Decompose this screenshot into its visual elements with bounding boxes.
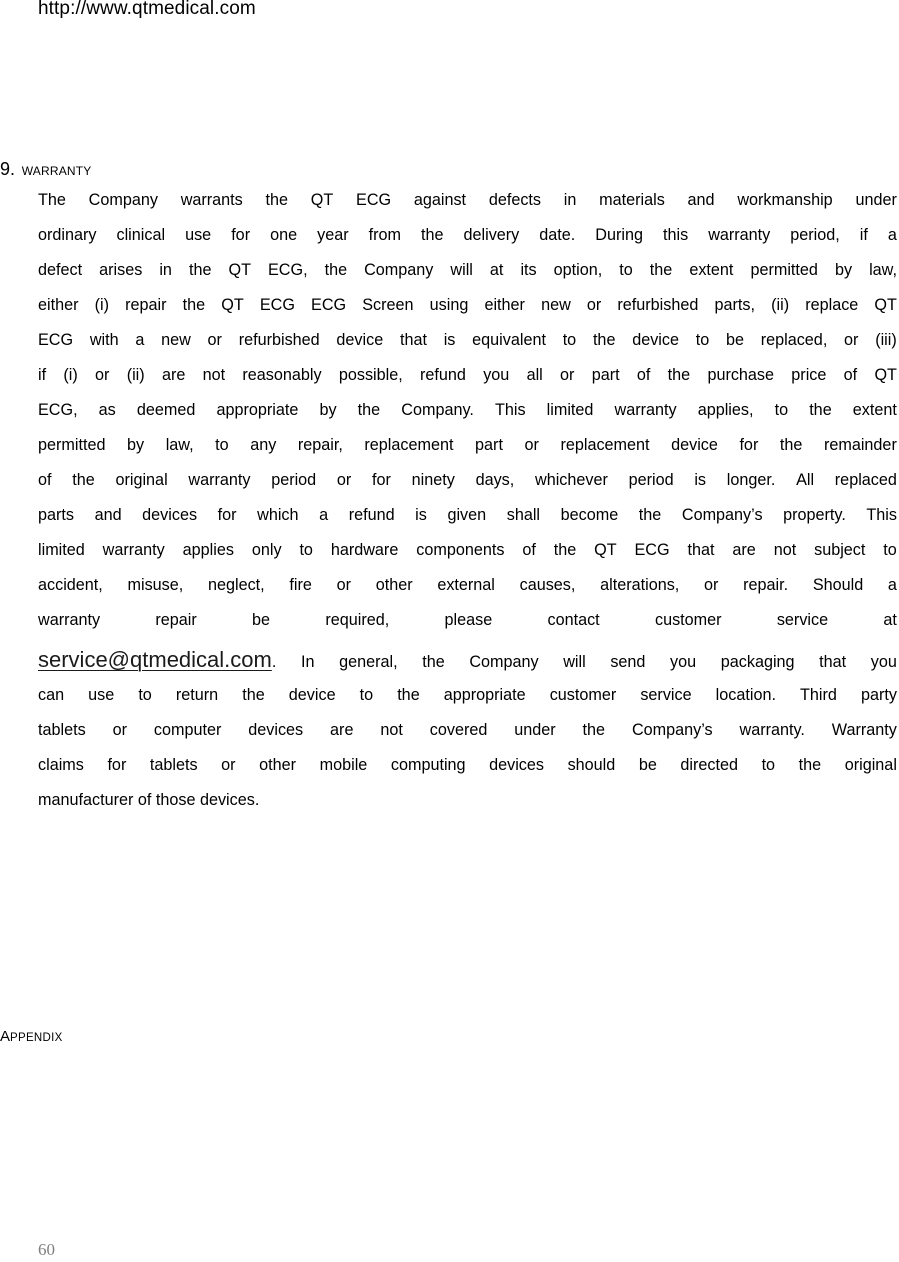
word: warranty — [614, 401, 677, 419]
word: either — [484, 296, 525, 314]
word: causes, — [519, 576, 576, 594]
word: original — [844, 756, 897, 774]
word: should — [567, 756, 616, 774]
appendix-heading-rest: PPENDIX — [10, 1032, 63, 1044]
word: packaging — [720, 653, 795, 671]
lines-line — [38, 610, 897, 630]
word: the — [809, 401, 832, 419]
word: possible, — [338, 366, 403, 384]
word: part — [591, 366, 620, 384]
word: refund — [348, 506, 395, 524]
word: or — [560, 366, 575, 384]
word: the — [72, 471, 95, 489]
email-with-period — [38, 645, 276, 677]
word: use — [185, 226, 212, 244]
word: return — [175, 686, 219, 704]
word: warranty — [38, 611, 101, 629]
word: the — [779, 436, 803, 454]
word: to — [359, 686, 374, 704]
word: given — [447, 506, 487, 524]
word: reasonably — [242, 366, 322, 384]
word: are — [330, 721, 354, 739]
word: or — [336, 471, 352, 489]
word: to — [774, 401, 789, 419]
word: use — [88, 686, 115, 704]
word: Company — [88, 191, 158, 209]
word: or — [112, 721, 127, 739]
word: date. — [539, 226, 576, 244]
word: warranty. — [739, 721, 805, 739]
word: for — [107, 756, 127, 774]
word: the — [242, 686, 265, 704]
lines-line — [38, 365, 897, 385]
word: the — [324, 261, 348, 279]
word: replacement — [364, 436, 454, 454]
word: ECG — [356, 191, 392, 209]
word: one — [270, 226, 298, 244]
word: customer — [549, 686, 617, 704]
lines-line — [38, 225, 897, 245]
word: send — [610, 653, 646, 671]
word: either — [38, 296, 79, 314]
word: or — [844, 331, 859, 349]
lines_after-line — [38, 755, 897, 775]
word: by — [127, 436, 145, 454]
appendix-heading-initial: A — [0, 1028, 11, 1045]
word: the — [667, 366, 691, 384]
word: ECG — [634, 541, 670, 559]
warranty-lines-after — [38, 685, 897, 775]
word: that — [399, 331, 427, 349]
word: refund — [420, 366, 466, 384]
word: alterations, — [600, 576, 680, 594]
word: customer — [654, 611, 722, 629]
word: to — [695, 331, 710, 349]
word: (i) — [63, 366, 78, 384]
word: tablets — [149, 756, 198, 774]
word: be — [638, 756, 657, 774]
word: Warranty — [831, 721, 897, 739]
word: The — [38, 191, 66, 209]
word: defects — [488, 191, 542, 209]
word: Company — [469, 653, 539, 671]
word: become — [560, 506, 619, 524]
word: device — [288, 686, 336, 704]
word: required, — [325, 611, 390, 629]
word: repair, — [297, 436, 343, 454]
page-number: 60 — [38, 1240, 55, 1259]
word: . — [271, 653, 277, 671]
word: QT — [228, 261, 251, 279]
word: computing — [390, 756, 466, 774]
word: of — [522, 541, 536, 559]
word: warranty — [102, 541, 165, 559]
word: Third — [800, 686, 837, 704]
word: clinical — [116, 226, 166, 244]
word: or — [336, 576, 351, 594]
word: replaced — [834, 471, 897, 489]
word: period — [628, 471, 674, 489]
word: are — [161, 366, 186, 384]
word: applies, — [697, 401, 754, 419]
word: that — [687, 541, 715, 559]
word: the — [397, 686, 420, 704]
word: defect — [38, 261, 83, 279]
section-number: 9. — [0, 159, 16, 179]
word: new — [161, 331, 191, 349]
word: limited — [546, 401, 594, 419]
word: be — [725, 331, 744, 349]
word: (i) — [94, 296, 109, 314]
word: all — [526, 366, 543, 384]
word: QT — [874, 366, 897, 384]
word: shall — [506, 506, 541, 524]
word: During — [595, 226, 643, 244]
section-heading — [0, 156, 92, 183]
word: misuse, — [127, 576, 184, 594]
word: service — [640, 686, 692, 704]
word: ordinary — [38, 226, 97, 244]
word: or — [524, 436, 539, 454]
word: a — [887, 576, 897, 594]
word: repair — [125, 296, 167, 314]
appendix-heading — [0, 1024, 63, 1048]
word: the — [638, 506, 662, 524]
word: to — [619, 261, 633, 279]
url-link[interactable]: http://www.qtmedical.com — [38, 0, 256, 19]
word: is — [443, 331, 456, 349]
word: deemed — [136, 401, 196, 419]
word: fire — [289, 576, 312, 594]
word: or — [221, 756, 236, 774]
word: device — [632, 331, 679, 349]
word: ECG — [38, 331, 74, 349]
word: original — [115, 471, 168, 489]
word: other — [375, 576, 413, 594]
lines-line — [38, 540, 897, 560]
word: ECG — [311, 296, 347, 314]
word: directed — [680, 756, 738, 774]
word: subject — [814, 541, 866, 559]
word: hardware — [330, 541, 399, 559]
word: to — [138, 686, 152, 704]
word: period — [271, 471, 317, 489]
word: if — [38, 366, 47, 384]
word: Company — [364, 261, 434, 279]
word: will — [563, 653, 586, 671]
word: the — [422, 653, 445, 671]
word: for — [739, 436, 759, 454]
word: of — [843, 366, 858, 384]
word: are — [732, 541, 756, 559]
word: the — [265, 191, 289, 209]
word: against — [413, 191, 467, 209]
word: will — [450, 261, 473, 279]
word: is — [415, 506, 427, 524]
word: to — [299, 541, 313, 559]
word: service — [776, 611, 829, 629]
word: QT — [310, 191, 334, 209]
word: the — [592, 331, 616, 349]
word: devices — [489, 756, 544, 774]
word: location. — [715, 686, 776, 704]
word: QT — [221, 296, 244, 314]
word: of — [38, 471, 52, 489]
word: QT — [874, 296, 897, 314]
word: by — [319, 401, 337, 419]
lines-line — [38, 400, 897, 420]
warranty-lines-before — [38, 190, 897, 630]
word: whichever — [535, 471, 608, 489]
word: ECG, — [38, 401, 78, 419]
lines-line — [38, 190, 897, 210]
lines-line — [38, 435, 897, 455]
warranty-last-line-text: manufacturer of those devices. — [38, 791, 260, 809]
word: appropriate — [216, 401, 299, 419]
word: tablets — [38, 721, 86, 739]
word: law, — [165, 436, 194, 454]
word: if — [859, 226, 868, 244]
word: In — [300, 653, 315, 671]
word: ECG, — [267, 261, 308, 279]
word: of — [636, 366, 651, 384]
word: or — [95, 366, 110, 384]
word: that — [819, 653, 847, 671]
word: the — [553, 541, 577, 559]
word: for — [217, 506, 237, 524]
word: materials — [599, 191, 665, 209]
word: neglect, — [207, 576, 265, 594]
word: law, — [869, 261, 897, 279]
word: replaced, — [760, 331, 828, 349]
word: option, — [553, 261, 603, 279]
lines_after-line — [38, 720, 897, 740]
word: to — [883, 541, 897, 559]
word: ninety — [411, 471, 455, 489]
word: Company. — [401, 401, 474, 419]
word: its — [520, 261, 537, 279]
word: a — [887, 226, 897, 244]
word: under — [855, 191, 897, 209]
word: only — [251, 541, 282, 559]
lines-line — [38, 330, 897, 350]
word: components — [416, 541, 505, 559]
word: equivalent — [472, 331, 546, 349]
word: at — [883, 611, 897, 629]
word: the — [188, 261, 212, 279]
word: year — [317, 226, 349, 244]
word: the — [582, 721, 606, 739]
word: for — [231, 226, 251, 244]
word: the — [649, 261, 673, 279]
word: Company’s — [631, 721, 713, 739]
word: permitted — [750, 261, 818, 279]
word: not — [380, 721, 403, 739]
word: any — [250, 436, 277, 454]
word: new — [541, 296, 571, 314]
word: warranty — [708, 226, 771, 244]
lines-line — [38, 470, 897, 490]
word: replacement — [560, 436, 650, 454]
word: from — [368, 226, 401, 244]
word: device — [336, 331, 384, 349]
word: party — [860, 686, 897, 704]
word: the — [798, 756, 822, 774]
word: (ii) — [771, 296, 790, 314]
word: longer. — [726, 471, 776, 489]
word: devices — [248, 721, 304, 739]
word: warrants — [180, 191, 243, 209]
word: period, — [790, 226, 840, 244]
word: refurbished — [238, 331, 320, 349]
word: external — [437, 576, 495, 594]
word: purchase — [707, 366, 775, 384]
word: claims — [38, 756, 84, 774]
word: extent — [852, 401, 897, 419]
word: parts — [38, 506, 74, 524]
word: which — [257, 506, 299, 524]
lines-line — [38, 260, 897, 280]
word: and — [687, 191, 715, 209]
word: appropriate — [443, 686, 526, 704]
word: to — [761, 756, 776, 774]
word: covered — [429, 721, 488, 739]
word: property. — [783, 506, 846, 524]
word: or — [586, 296, 602, 314]
word: QT — [594, 541, 617, 559]
word: workmanship — [737, 191, 833, 209]
word: contact — [547, 611, 600, 629]
lines-line — [38, 295, 897, 315]
word: (iii) — [875, 331, 897, 349]
word: not — [202, 366, 226, 384]
word: replace — [805, 296, 859, 314]
word: warranty — [188, 471, 251, 489]
word: Should — [812, 576, 864, 594]
word: as — [98, 401, 116, 419]
word: using — [429, 296, 469, 314]
word: mobile — [319, 756, 368, 774]
word: under — [514, 721, 556, 739]
word: be — [252, 611, 271, 629]
word: This — [494, 401, 526, 419]
section-title: WARRANTY — [21, 164, 92, 178]
word: a — [319, 506, 329, 524]
word: price — [791, 366, 827, 384]
word: to — [215, 436, 229, 454]
word: Company’s — [681, 506, 763, 524]
word: in — [563, 191, 577, 209]
word: This — [866, 506, 897, 524]
word: or — [704, 576, 719, 594]
word: (ii) — [126, 366, 145, 384]
service-email-link[interactable]: service@qtmedical.com — [38, 647, 272, 672]
word: repair — [155, 611, 197, 629]
word: a — [135, 331, 145, 349]
word: in — [159, 261, 172, 279]
word: ECG — [259, 296, 295, 314]
word: and — [94, 506, 122, 524]
word: accident, — [38, 576, 103, 594]
word: refurbished — [617, 296, 699, 314]
word: part — [475, 436, 503, 454]
word: please — [444, 611, 493, 629]
word: with — [89, 331, 119, 349]
word: remainder — [823, 436, 897, 454]
word: days, — [475, 471, 515, 489]
word: is — [694, 471, 707, 489]
word: general, — [339, 653, 398, 671]
word: to — [562, 331, 577, 349]
word: at — [489, 261, 504, 279]
lines-line — [38, 575, 897, 595]
word: All — [796, 471, 815, 489]
word: you — [870, 653, 897, 671]
warranty-body — [38, 190, 897, 825]
word: or — [207, 331, 222, 349]
word: delivery — [463, 226, 520, 244]
word: repair. — [743, 576, 789, 594]
word: permitted — [38, 436, 106, 454]
word: devices — [142, 506, 198, 524]
word: device — [671, 436, 718, 454]
word: applies — [182, 541, 234, 559]
word: Screen — [362, 296, 414, 314]
word: you — [670, 653, 697, 671]
word: parts, — [714, 296, 755, 314]
word: computer — [153, 721, 222, 739]
word: limited — [38, 541, 85, 559]
word: the — [182, 296, 206, 314]
lines-line — [38, 505, 897, 525]
word: this — [662, 226, 689, 244]
word: not — [773, 541, 797, 559]
warranty-last-line — [38, 790, 897, 810]
word: by — [834, 261, 853, 279]
word: for — [372, 471, 391, 489]
word: you — [483, 366, 510, 384]
word: the — [357, 401, 381, 419]
word: extent — [689, 261, 734, 279]
warranty-email-line — [38, 645, 897, 675]
lines_after-line — [38, 685, 897, 705]
word: the — [420, 226, 444, 244]
word: can — [38, 686, 65, 704]
word: arises — [99, 261, 143, 279]
word: other — [259, 756, 297, 774]
